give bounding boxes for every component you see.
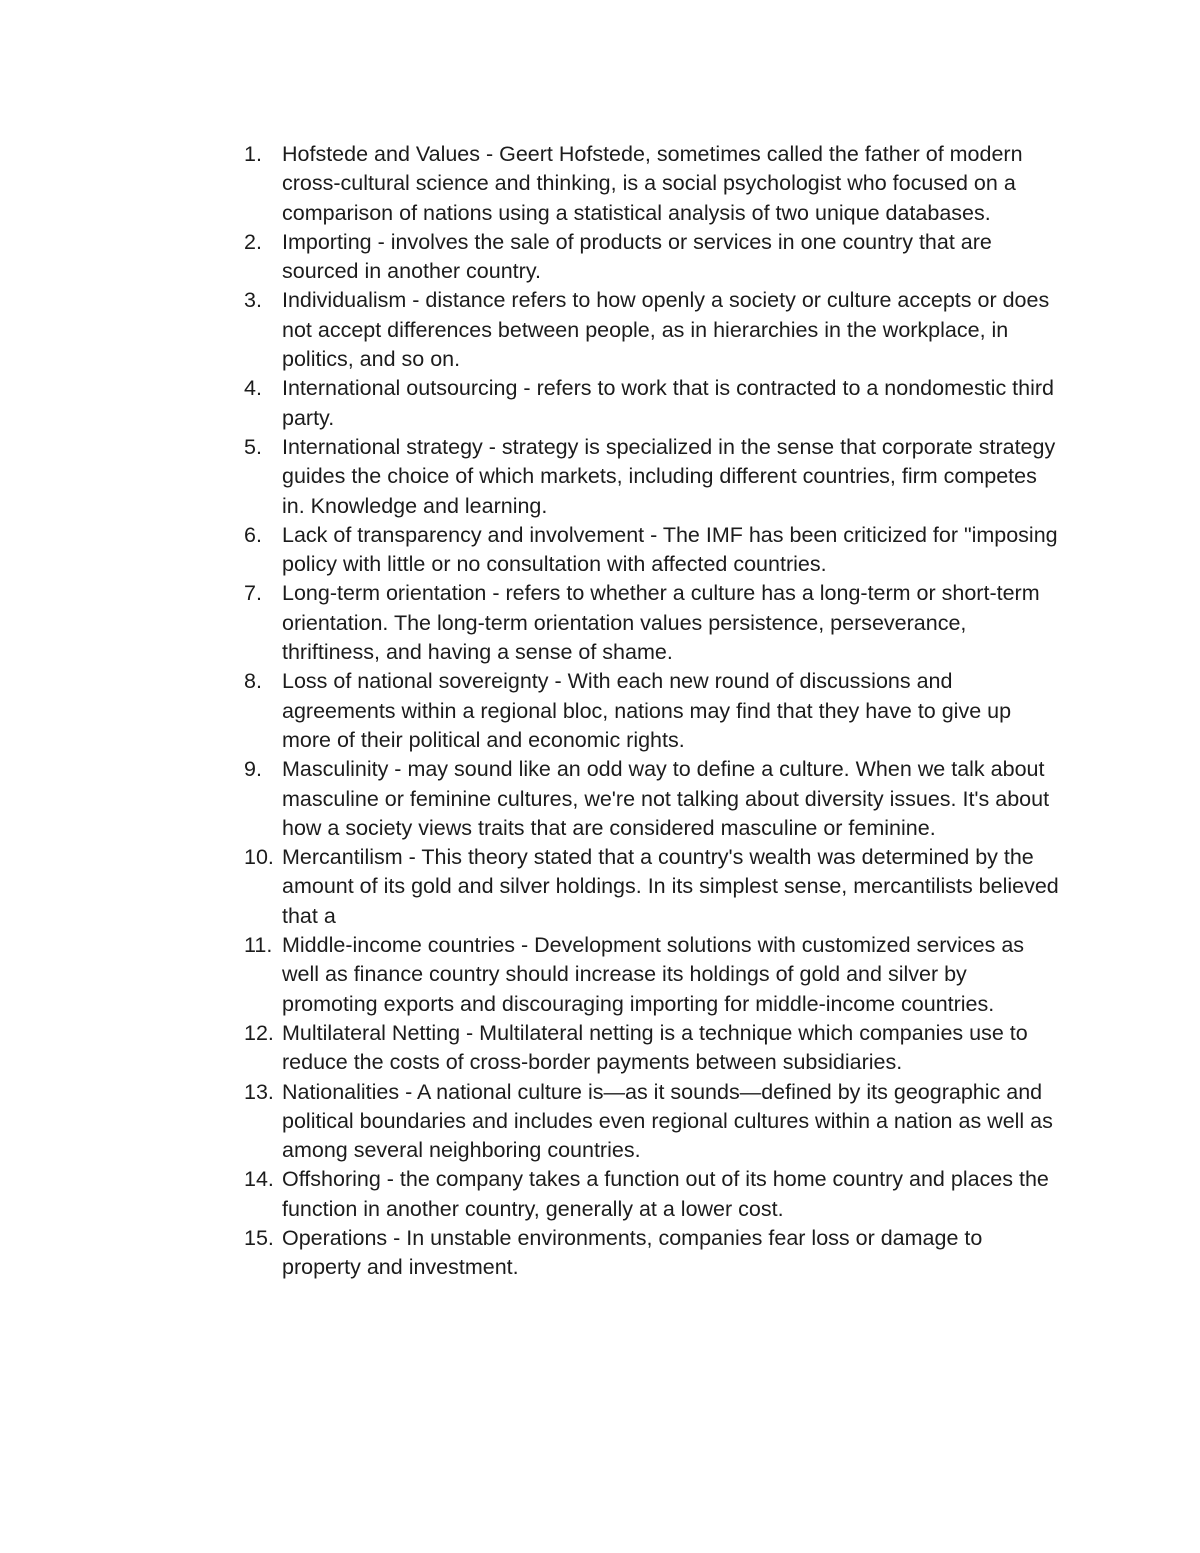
- item-text: Hofstede and Values - Geert Hofstede, sometimes called the father of modern cross-cultural science and thinking, is a social psychologist who focused on a comparison of nations using a statistical analysis of two unique databases.: [282, 142, 1023, 225]
- item-text: Lack of transparency and involvement - The IMF has been criticized for "imposing policy with little or no consultation with affected countries.: [282, 522, 1058, 577]
- item-number: 12.: [244, 1020, 274, 1045]
- item-text: Masculinity - may sound like an odd way to define a culture. When we talk about masculine or feminine cultures, we're not talking about diversity issues. It's about how a society views traits that are considered masculine or feminine.: [282, 757, 1050, 840]
- list-item: [244, 521, 1064, 580]
- item-number: 1.: [244, 142, 262, 166]
- item-number: 7.: [244, 581, 262, 606]
- list-item: [244, 931, 1064, 1019]
- item-text: Nationalities - A national culture is—as it sounds—defined by its geographic and political boundaries and includes even regional cultures within a nation as well as among several neighboring countries.: [282, 1079, 1053, 1163]
- item-number: 2.: [244, 229, 262, 254]
- item-text: Loss of national sovereignty - With each new round of discussions and agreements within a regional bloc, nations may find that they have to give up more of their political and economic rights.: [282, 669, 1012, 752]
- list-item: [244, 755, 1064, 843]
- list-item: [244, 374, 1064, 433]
- item-number: 4.: [244, 376, 262, 401]
- list-item: [244, 433, 1064, 521]
- item-number: 13.: [244, 1079, 274, 1104]
- list-item: [244, 228, 1064, 287]
- item-text: Middle-income countries - Development solutions with customized services as well as finance country should increase its holdings of gold and silver by promoting exports and discouraging importing for middle-income countries.: [282, 933, 1025, 1016]
- item-text: Multilateral Netting - Multilateral netting is a technique which companies use to reduce the costs of cross-border payments between subsidiaries.: [282, 1020, 1028, 1075]
- item-text: Individualism - distance refers to how openly a society or culture accepts or does not accept differences between people, as in hierarchies in the workplace, in politics, and so on.: [282, 288, 1050, 372]
- list-item: [244, 667, 1064, 755]
- list-item: [244, 579, 1064, 667]
- list-item: [244, 843, 1064, 931]
- item-text: International strategy - strategy is specialized in the sense that corporate strategy guides the choice of which markets, including different countries, firm competes in. Knowledge and learning.: [282, 434, 1056, 518]
- item-number: 8.: [244, 669, 262, 694]
- item-number: 15.: [244, 1225, 274, 1250]
- item-number: 10.: [244, 845, 274, 870]
- list-item: [244, 1165, 1064, 1224]
- item-text: Importing - involves the sale of products or services in one country that are sourced in another country.: [282, 229, 992, 284]
- numbered-list: [244, 140, 1064, 1283]
- list-item: [244, 1224, 1064, 1283]
- item-number: 5.: [244, 434, 262, 459]
- item-number: 14.: [244, 1167, 274, 1192]
- item-text: Mercantilism - This theory stated that a country's wealth was determined by the amount of its gold and silver holdings. In its simplest sense, mercantilists believed that a: [282, 845, 1059, 928]
- item-number: 9.: [244, 757, 262, 782]
- list-item: [244, 1019, 1064, 1078]
- item-text: Offshoring - the company takes a function out of its home country and places the function in another country, generally at a lower cost.: [282, 1167, 1049, 1221]
- item-number: 6.: [244, 522, 262, 547]
- item-number: 3.: [244, 288, 262, 313]
- list-item: [244, 140, 1064, 228]
- item-text: Operations - In unstable environments, companies fear loss or damage to property and investment.: [282, 1225, 983, 1280]
- list-item: [244, 286, 1064, 374]
- item-text: International outsourcing - refers to work that is contracted to a nondomestic third party.: [282, 376, 1055, 430]
- item-number: 11.: [244, 933, 273, 958]
- list-item: [244, 1078, 1064, 1166]
- item-text: Long-term orientation - refers to whether a culture has a long-term or short-term orientation. The long-term orientation values persistence, perseverance, thriftiness, and having a sense of shame.: [282, 581, 1040, 665]
